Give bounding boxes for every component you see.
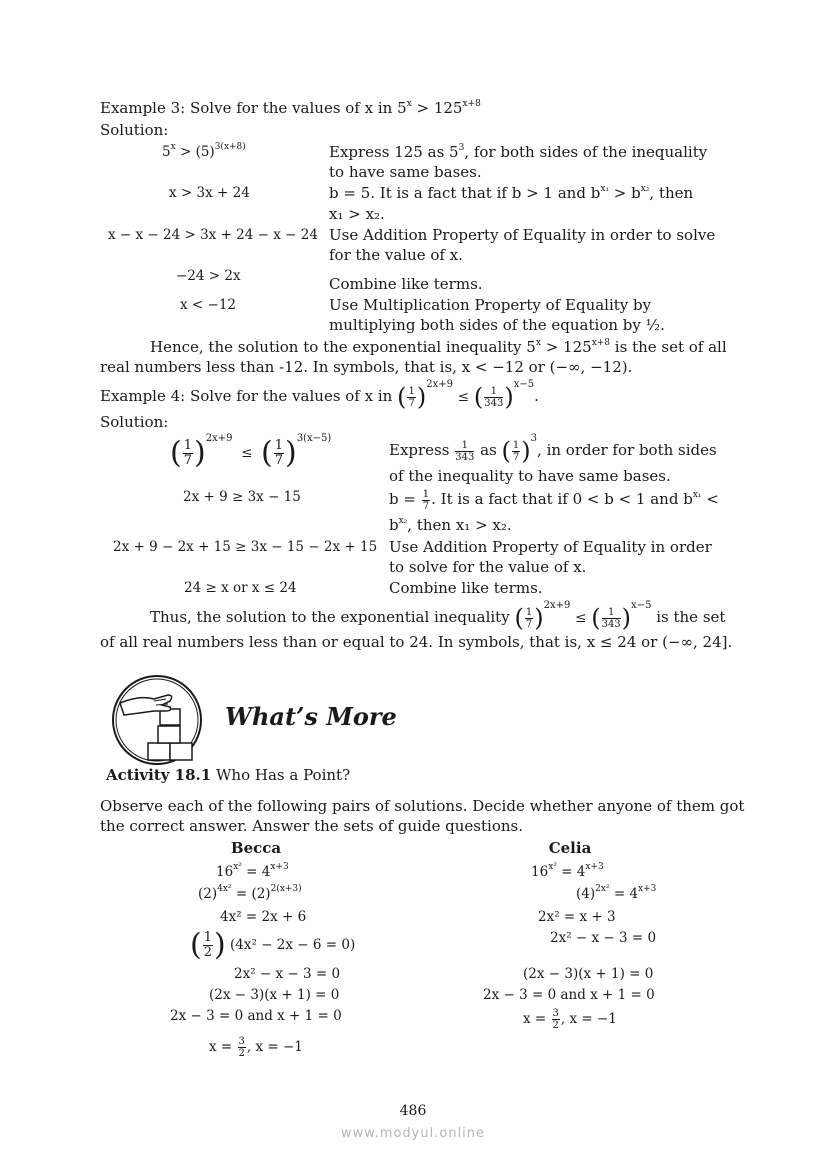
instructions: the correct answer. Answer the sets of guide questions.	[100, 817, 523, 835]
math-step: 2x + 9 − 2x + 15 ≥ 3x − 15 − 2x + 15	[113, 539, 378, 555]
celia-step: 2x² − x − 3 = 0	[550, 930, 657, 946]
step-reason: Use Addition Property of Equality in order	[389, 538, 712, 556]
example-3-conclusion: real numbers less than -12. In symbols, that is, x < −12 or (−∞, −12).	[100, 358, 633, 376]
step-reason: b = $\frac{1}{7}$ . It is a fact that if 0 < b < 1 and $b^{x_1}$ <	[389, 488, 719, 512]
celia-step: 2x² = x + 3	[538, 909, 616, 925]
step-reason: of the inequality to have same bases.	[389, 467, 671, 485]
example-4-conclusion: Thus, the solution to the exponential inequality ( $\frac{1}{7}$ )$^{2x+9}$ ≤ ( $\frac{1}{343}$ )$^{x-5}$ is the set	[150, 600, 726, 632]
celia-step: $(4)^{2x^2} = 4^{x+3}$	[576, 884, 657, 902]
section-heading: What’s More	[225, 702, 397, 731]
celia-step: $16^{x^2} = 4^{x+3}$	[531, 862, 604, 880]
solution-label: Solution:	[100, 413, 169, 431]
step-reason: x₁ > x₂.	[329, 205, 385, 223]
math-step: x − x − 24 > 3x + 24 − x − 24	[108, 227, 318, 243]
becca-step: $16^{x^2} = 4^{x+3}$	[216, 862, 289, 880]
becca-step: 4x² = 2x + 6	[220, 909, 307, 925]
step-reason: to solve for the value of x.	[389, 558, 587, 576]
step-reason: multiplying both sides of the equation by ½.	[329, 316, 665, 334]
solution-label: Solution:	[100, 121, 169, 139]
becca-answer: x = $\frac{3}{2}$ , x = −1	[209, 1036, 303, 1059]
activity-title: Activity 18.1 Who Has a Point?	[106, 766, 351, 784]
math-step: −24 > 2x	[176, 268, 241, 284]
hands-on-blocks-icon	[110, 673, 204, 767]
step-reason: Use Addition Property of Equality in order to solve	[329, 226, 716, 244]
celia-answer: x = $\frac{3}{2}$ , x = −1	[523, 1008, 617, 1031]
example-3-title: Example 3: Solve for the values of x in $5^x > 125^{x+8}$	[100, 99, 481, 117]
celia-step: (2x − 3)(x + 1) = 0	[523, 966, 654, 982]
math-step: x < −12	[180, 297, 236, 313]
example-4-title: Example 4: Solve for the values of x in ( $\frac{1}{7}$ )$^{2x+9}$ ≤ ( $\frac{1}{343}$ )$^{x-5}$.	[100, 379, 539, 411]
step-reason: Express $\frac{1}{343}$ as ( $\frac{1}{7}$ )$^3$, in order for both sides	[389, 433, 717, 465]
step-reason: $b^{x_2}$, then x₁ > x₂.	[389, 516, 512, 534]
step-reason: Combine like terms.	[389, 579, 543, 597]
example-3-conclusion: Hence, the solution to the exponential inequality $5^x > 125^{x+8}$ is the set of all	[150, 338, 727, 356]
math-step: ( $\frac{1}{7}$ )$^{2x+9}$ ≤ ( $\frac{1}{7}$ )$^{3(x-5)}$	[170, 433, 332, 471]
page-number: 486	[399, 1103, 427, 1119]
step-reason: Use Multiplication Property of Equality by	[329, 296, 652, 314]
celia-step: 2x − 3 = 0 and x + 1 = 0	[483, 987, 655, 1003]
instructions: Observe each of the following pairs of solutions. Decide whether anyone of them got	[100, 797, 745, 815]
math-step: $5^x > (5)^{3(x+8)}$	[162, 142, 246, 160]
becca-step: 2x² − x − 3 = 0	[234, 966, 341, 982]
celia-name: Celia	[548, 839, 592, 857]
math-step: 2x + 9 ≥ 3x − 15	[183, 489, 301, 505]
math-step: x > 3x + 24	[169, 185, 250, 201]
step-reason: b = 5. It is a fact that if b > 1 and $b^{x_1} > b^{x_2}$, then	[329, 184, 694, 202]
becca-step: (2x − 3)(x + 1) = 0	[209, 987, 340, 1003]
example-4-conclusion: of all real numbers less than or equal to 24. In symbols, that is, x ≤ 24 or (−∞, 24].	[100, 633, 733, 651]
watermark: www.modyul.online	[340, 1126, 486, 1141]
becca-step: 2x − 3 = 0 and x + 1 = 0	[170, 1008, 342, 1024]
becca-name: Becca	[230, 839, 282, 857]
step-reason: Express 125 as $5^3$, for both sides of the inequality	[329, 143, 708, 161]
becca-step: ( $\frac{1}{2}$ ) (4x² − 2x − 6 = 0)	[190, 927, 356, 963]
step-reason: for the value of x.	[329, 246, 463, 264]
becca-step: $(2)^{4x^2} = (2)^{2(x+3)}$	[198, 884, 302, 902]
math-step: 24 ≥ x or x ≤ 24	[184, 580, 297, 596]
step-reason: to have same bases.	[329, 163, 482, 181]
step-reason: Combine like terms.	[329, 275, 483, 293]
